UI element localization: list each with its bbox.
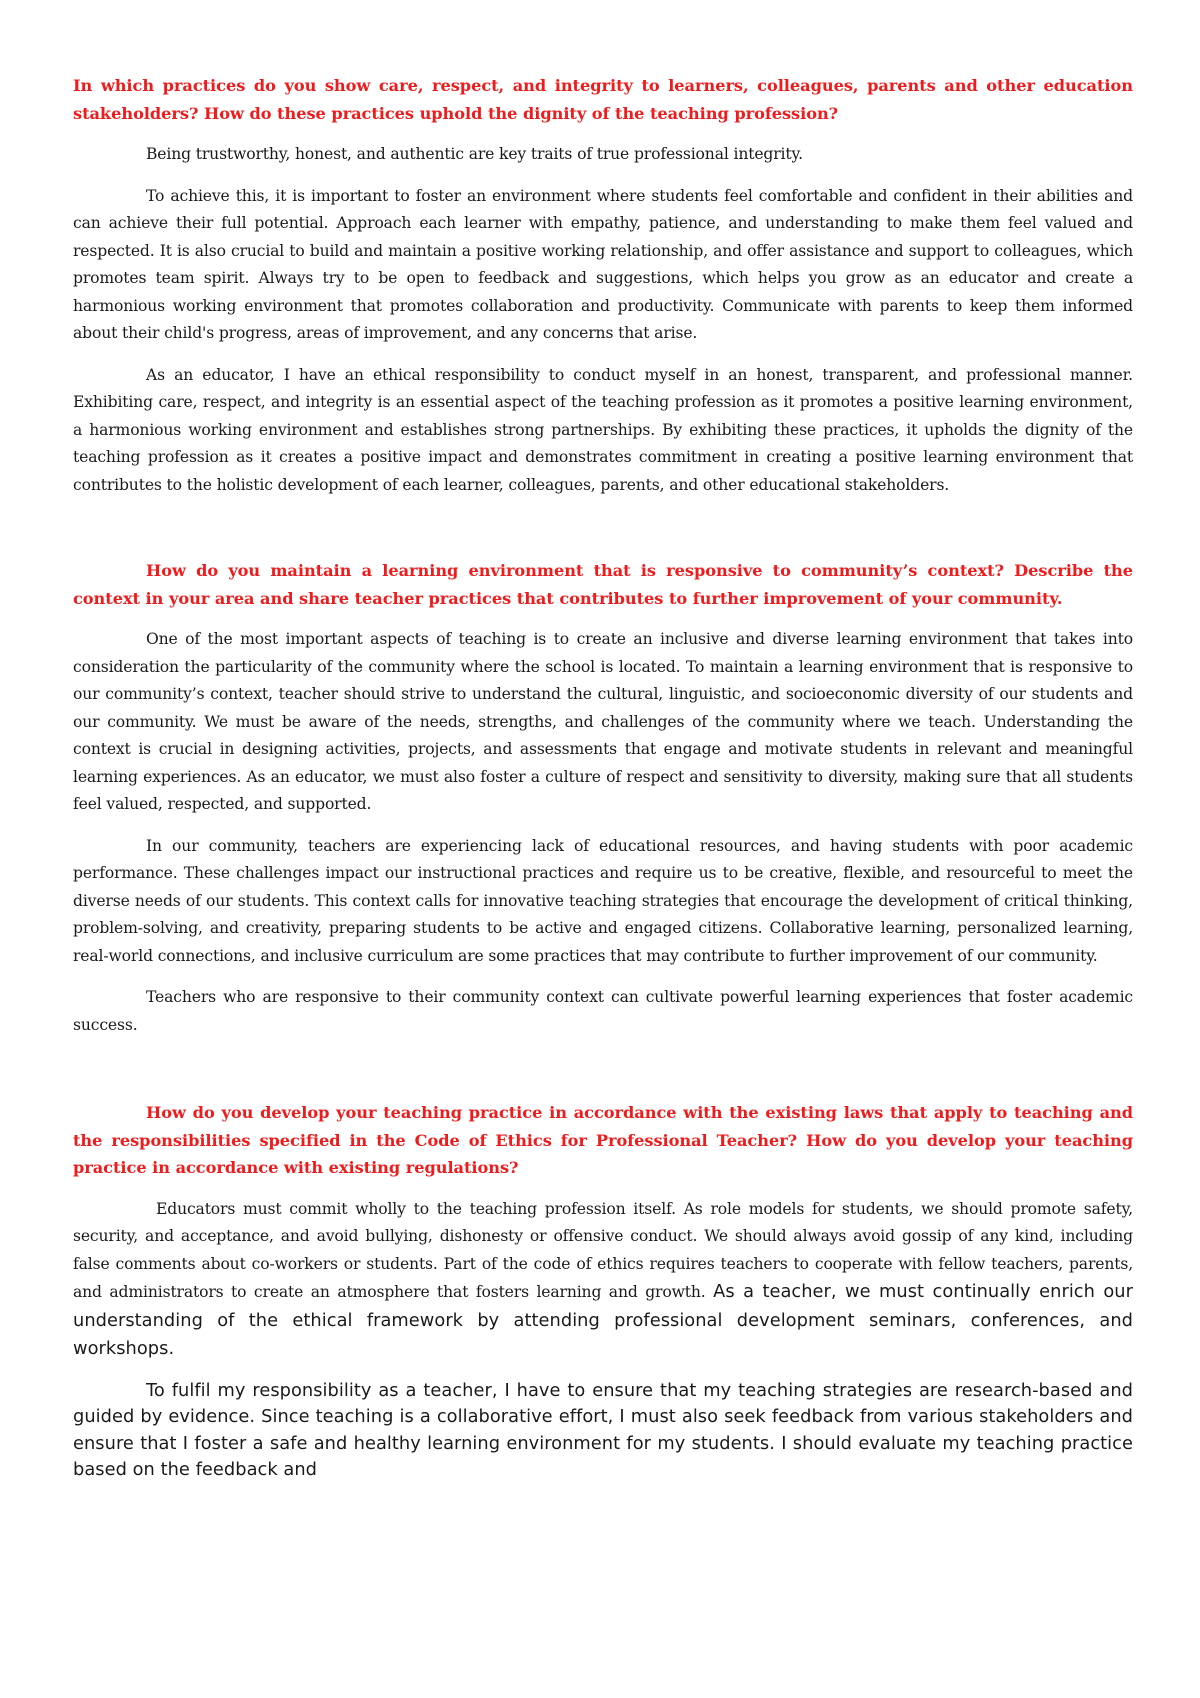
section3-paragraph-1	[73, 1196, 1133, 1364]
section-spacer	[73, 513, 1133, 557]
section2-question: How do you maintain a learning environment that is responsive to community’s context? Describe the context in your area and share teacher practices that contributes to further improvement of your community.	[73, 561, 1133, 608]
document-page	[73, 72, 1133, 1498]
section1-question: In which practices do you show care, respect, and integrity to learners, colleagues, parents and other education stakeholders? How do these practices uphold the dignity of the teaching profession?	[73, 76, 1133, 123]
section-spacer	[73, 1053, 1133, 1099]
section1-paragraph-2: To achieve this, it is important to foster an environment where students feel comfortable and confident in their abilities and can achieve their full potential. Approach each learner with empathy, patience, and understanding to make them feel valued and respected. It is also crucial to build and maintain a positive working relationship, and offer assistance and support to colleagues, which promotes team spirit. Always try to be open to feedback and suggestions, which helps you grow as an educator and create a harmonious working environment that promotes collaboration and productivity. Communicate with parents to keep them informed about their child's progress, areas of improvement, and any concerns that arise.	[73, 186, 1133, 342]
section2-paragraph-1: One of the most important aspects of teaching is to create an inclusive and diverse learning environment that takes into consideration the particularity of the community where the school is located. To maintain a learning environment that is responsive to our community’s context, teacher should strive to understand the cultural, linguistic, and socioeconomic diversity of our students and our community. We must be aware of the needs, strengths, and challenges of the community where we teach. Understanding the context is crucial in designing activities, projects, and assessments that engage and motivate students in relevant and meaningful learning experiences. As an educator, we must also foster a culture of respect and sensitivity to diversity, making sure that all students feel valued, respected, and supported.	[73, 630, 1133, 813]
section3-paragraph-2: To fulfil my responsibility as a teacher, I have to ensure that my teaching strategies are research-based and guided by evidence. Since teaching is a collaborative effort, I must also seek feedback from various stakeholders and ensure that I foster a safe and healthy learning environment for my students. I should evaluate my teaching practice based on the feedback and	[73, 1379, 1133, 1480]
section2-paragraph-2: In our community, teachers are experiencing lack of educational resources, and having students with poor academic performance. These challenges impact our instructional practices and require us to be creative, flexible, and resourceful to meet the diverse needs of our students. This context calls for innovative teaching strategies that encourage the development of critical thinking, problem-solving, and creativity, preparing students to be active and engaged citizens. Collaborative learning, personalized learning, real-world connections, and inclusive curriculum are some practices that may contribute to further improvement of our community.	[73, 836, 1133, 965]
section1-paragraph-3: As an educator, I have an ethical responsibility to conduct myself in an honest, transparent, and professional manner. Exhibiting care, respect, and integrity is an essential aspect of the teaching profession as it promotes a positive learning environment, a harmonious working environment and establishes strong partnerships. By exhibiting these practices, it upholds the dignity of the teaching profession as it creates a positive impact and demonstrates commitment in creating a positive learning environment that contributes to the holistic development of each learner, colleagues, parents, and other educational stakeholders.	[73, 365, 1133, 494]
section3-question: How do you develop your teaching practice in accordance with the existing laws that apply to teaching and the responsibilities specified in the Code of Ethics for Professional Teacher? How do you develop your teaching practice in accordance with existing regulations?	[73, 1103, 1133, 1177]
section3-paragraph-1-sans: As a teacher, we must continually enrich our understanding of the ethical framework by attending professional development seminars, conferences, and workshops.	[73, 1281, 1133, 1359]
section2-paragraph-3: Teachers who are responsive to their community context can cultivate powerful learning experiences that foster academic success.	[73, 988, 1133, 1034]
section3-paragraph-1-serif: Educators must commit wholly to the teaching profession itself. As role models for students, we should promote safety, security, and acceptance, and avoid bullying, dishonesty or offensive conduct. We should always avoid gossip of any kind, including false comments about co-workers or students. Part of the code of ethics requires teachers to cooperate with fellow teachers, parents, and administrators to create an atmosphere that fosters learning and growth.	[73, 1199, 1133, 1301]
section1-paragraph-1: Being trustworthy, honest, and authentic are key traits of true professional integrity.	[146, 145, 803, 163]
